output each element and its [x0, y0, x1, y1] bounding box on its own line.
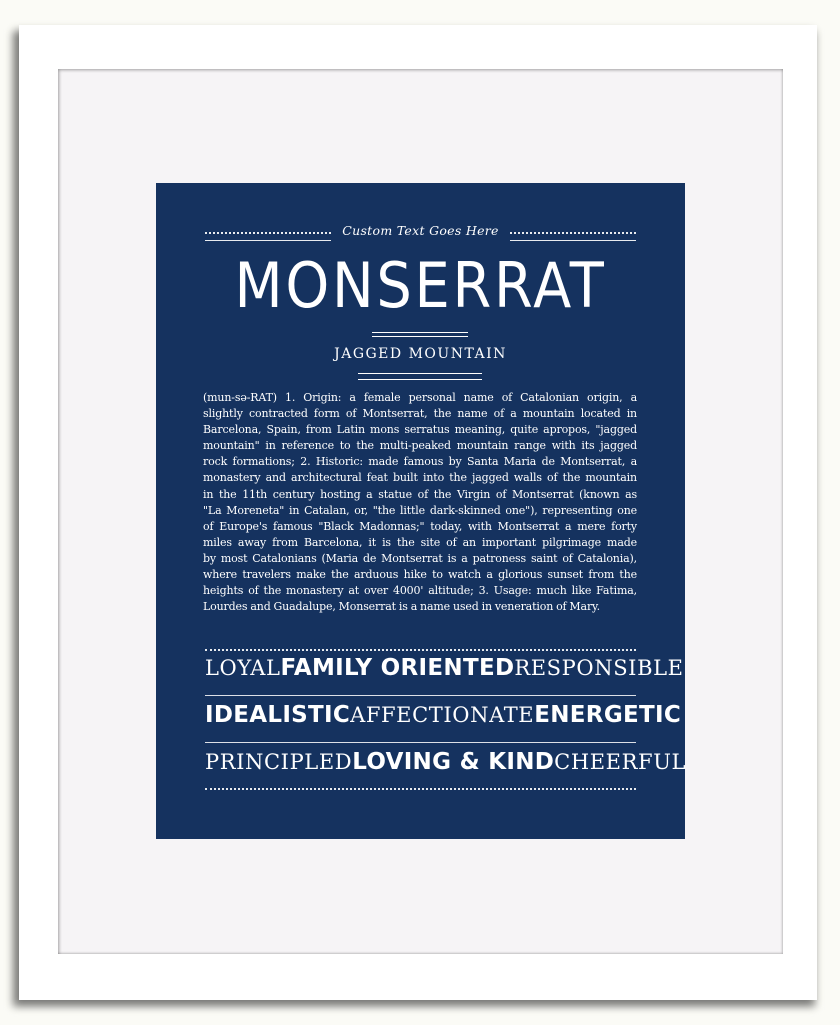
trait: LOVING & KIND [352, 749, 555, 775]
trait: AFFECTIONATE [350, 703, 535, 727]
traits-divider [205, 742, 636, 743]
traits-row-3 [205, 749, 687, 783]
trait: PRINCIPLED [205, 750, 353, 774]
definition-line: rock formations; 2. Historic: made famous by Santa Maria de Montserrat, a [203, 455, 637, 469]
name-title: MONSERRAT [234, 249, 607, 322]
traits-divider [205, 695, 636, 696]
trait: RESPONSIBLE [514, 656, 684, 680]
definition-line: Barcelona, Spain, from Latin mons serratus meaning, quite apropos, "jagged [203, 423, 637, 437]
dotted-divider-traits-top [205, 649, 636, 651]
double-rule-lower [358, 373, 482, 380]
name-meaning: JAGGED MOUNTAIN [334, 346, 507, 362]
name-print [156, 183, 685, 839]
definition-line: miles away from Barcelona, it is the site of an important pilgrimage made [203, 535, 637, 549]
definition-line: "La Moreneta" in Catalan, or, "the little dark-skinned one"), representing one [203, 503, 637, 517]
name-definition [203, 390, 637, 615]
definition-line: monastery and architectural feat built into the jagged walls of the mountain [203, 471, 637, 485]
definition-line: in the 11th century hosting a statue of the Virgin of Montserrat (known as [203, 487, 637, 501]
double-rule-upper [372, 332, 468, 337]
trait: ENERGETIC [534, 702, 682, 728]
trait: CHEERFUL [554, 750, 687, 774]
definition-line: slightly contracted form of Montserrat, the name of a mountain located in [203, 407, 637, 421]
traits-row-2 [205, 702, 682, 736]
definition-line: of Europe's famous "Black Madonnas;" today, with Montserrat a mere forty [203, 519, 637, 533]
definition-line: where travelers make the arduous hike to watch a glorious sunset from the [203, 568, 637, 582]
definition-line: by most Catalonians (Maria de Montserrat is a patroness saint of Catalonia), [203, 551, 637, 565]
trait: LOYAL [205, 656, 281, 680]
tagline-row [205, 221, 636, 247]
dotted-divider-right [510, 232, 636, 241]
definition-line: mountain" in reference to the multi-peaked mountain range with its jagged [203, 439, 637, 453]
trait: FAMILY ORIENTED [280, 655, 515, 681]
custom-tagline: Custom Text Goes Here [342, 223, 499, 238]
definition-line: (mun-sə-RAT) 1. Origin: a female personal name of Catalonian origin, a [203, 391, 637, 404]
definition-line: Lourdes and Guadalupe, Monserrat is a name used in veneration of Mary. [203, 600, 601, 614]
traits-row-1 [205, 655, 684, 689]
dotted-divider-traits-bottom [205, 788, 636, 790]
definition-line: heights of the monastery at over 4000' altitude; 3. Usage: much like Fatima, [203, 584, 637, 598]
trait: IDEALISTIC [205, 702, 351, 728]
